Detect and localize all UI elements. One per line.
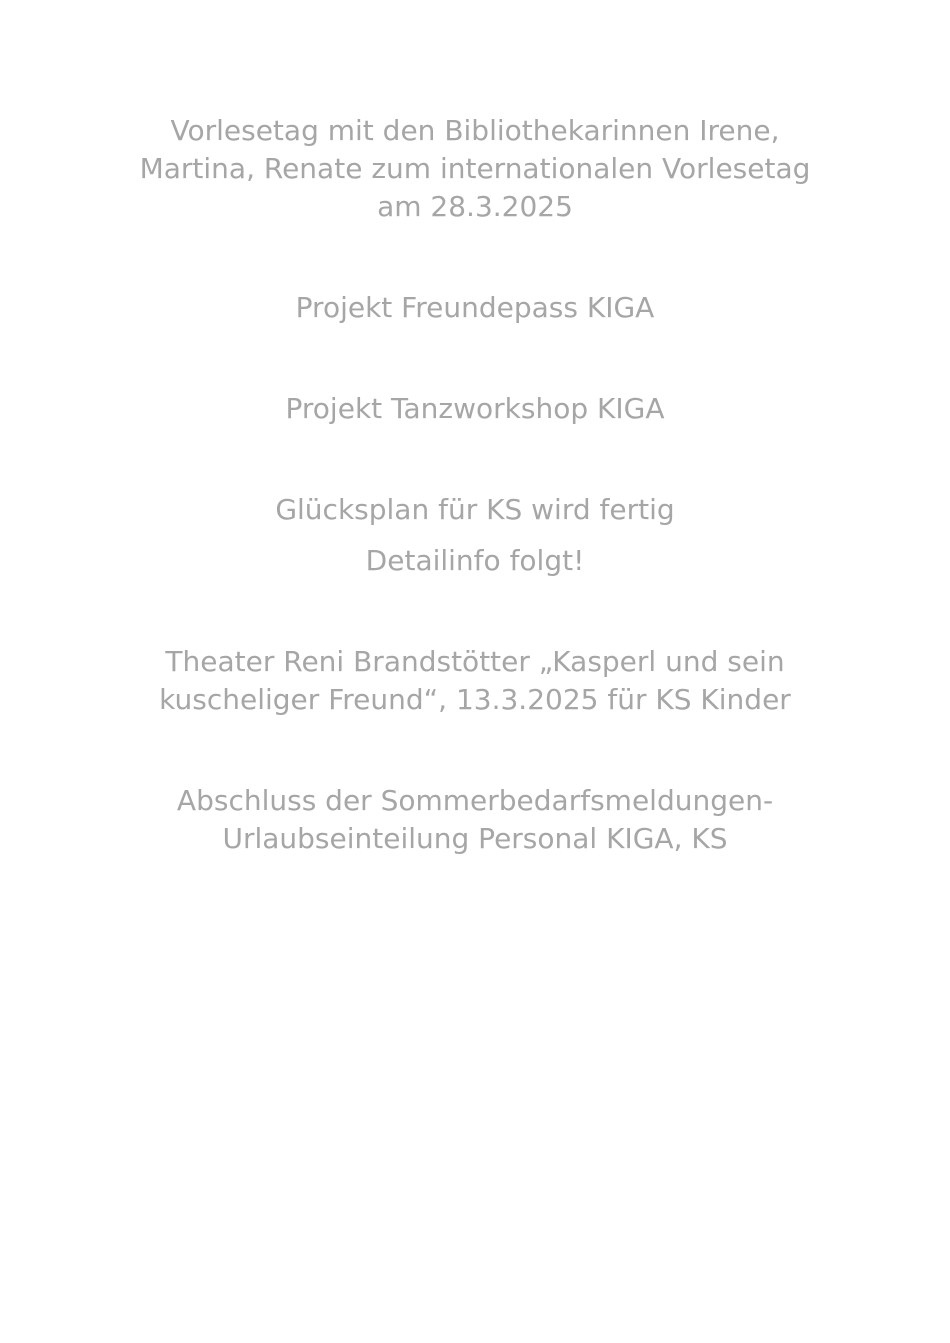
announcement-tanzworkshop: [0, 390, 950, 428]
announcement-line: Abschluss der Sommerbedarfsmeldungen-: [176, 784, 774, 817]
announcement-line: kuscheliger Freund“, 13.3.2025 für KS Kinder: [159, 683, 791, 716]
announcement-line: Martina, Renate zum internationalen Vorlesetag: [139, 152, 811, 185]
announcement-line: Glücksplan für KS wird fertig: [275, 493, 675, 526]
announcement-line: Projekt Tanzworkshop KIGA: [285, 392, 665, 425]
announcement-gluecksplan: [0, 491, 950, 529]
announcement-freundepass: [0, 289, 950, 327]
announcement-line: am 28.3.2025: [377, 190, 573, 223]
announcement-line: Urlaubseinteilung Personal KIGA, KS: [222, 822, 728, 855]
announcement-line: Detailinfo folgt!: [365, 544, 585, 577]
announcement-sommerbedarf: [0, 782, 950, 858]
announcement-detailinfo: [0, 542, 950, 580]
announcement-line: Theater Reni Brandstötter „Kasperl und sein: [165, 645, 785, 678]
announcement-line: Vorlesetag mit den Bibliothekarinnen Irene,: [170, 114, 780, 147]
announcement-theater: [0, 643, 950, 719]
announcement-vorlesetag: [0, 112, 950, 226]
announcement-line: Projekt Freundepass KIGA: [295, 291, 655, 324]
